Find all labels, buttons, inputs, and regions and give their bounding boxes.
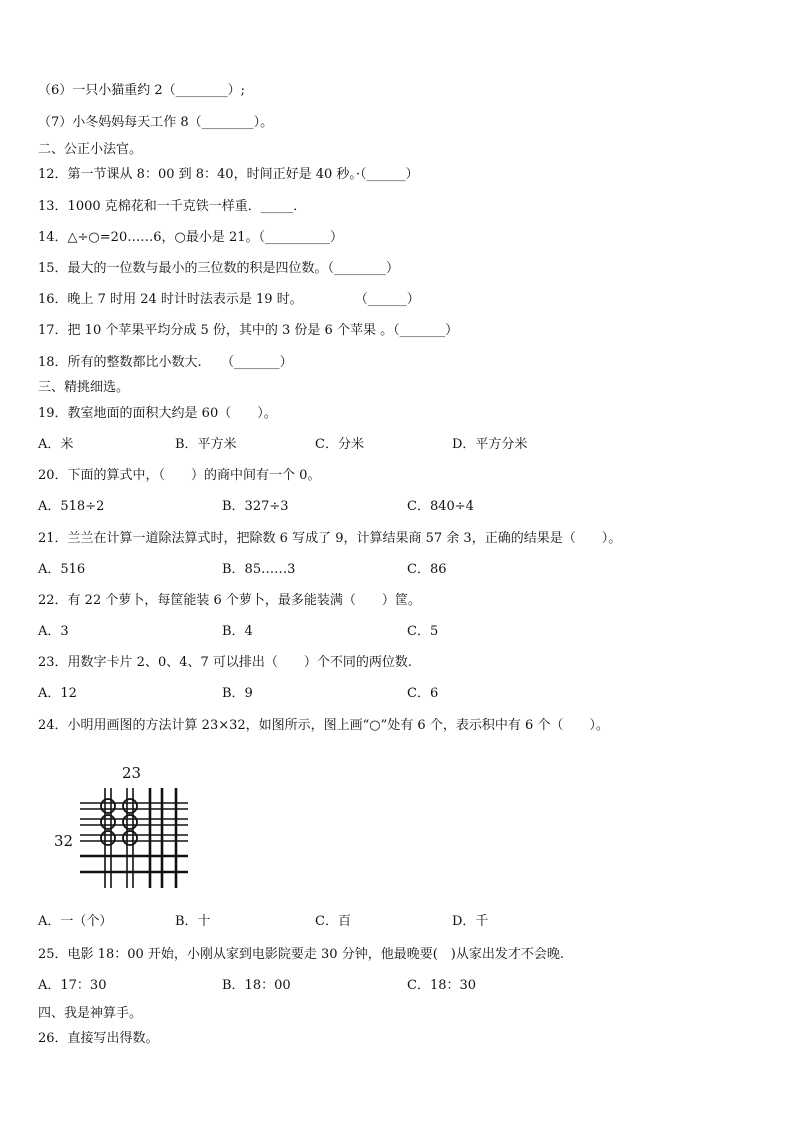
q23-option-b: B．9 [222, 686, 253, 701]
question-21: 21．兰兰在计算一道除法算式时，把除数 6 写成了 9，计算结果商 57 余 3，正确的结果是（ ）。 [38, 531, 622, 546]
q21-option-b: B．85……3 [222, 562, 296, 577]
q24-option-b: B．十 [175, 914, 211, 929]
q24-option-c: C．百 [315, 914, 351, 929]
section-four-heading: 四、我是神算手。 [38, 1006, 143, 1021]
intersection-circle [101, 799, 115, 813]
horizontal-lines [80, 803, 188, 872]
question-15: 15．最大的一位数与最小的三位数的积是四位数。（________） [38, 261, 400, 276]
q21-option-a: A．516 [38, 562, 86, 577]
q22-option-a: A．3 [38, 624, 69, 639]
q19-option-d: D．平方分米 [452, 437, 528, 452]
q23-option-c: C．6 [407, 686, 439, 701]
question-14: 14．△÷○=20……6，○最小是 21。（__________） [38, 230, 343, 245]
question-20: 20．下面的算式中，（ ）的商中间有一个 0。 [38, 468, 321, 483]
question-26: 26．直接写出得数。 [38, 1031, 159, 1046]
q22-option-b: B．4 [222, 624, 253, 639]
q24-option-a: A．一（个） [38, 914, 113, 929]
question-16: 16．晚上 7 时用 24 时计时法表示是 19 时。 （______） [38, 292, 420, 307]
q25-option-b: B．18：00 [222, 978, 291, 993]
intersection-circle [101, 831, 115, 845]
q21-option-c: C．86 [407, 562, 447, 577]
q22-option-c: C．5 [407, 624, 439, 639]
question-25: 25．电影 18：00 开始，小刚从家到电影院要走 30 分钟，他最晚要( )从家出发才不会晚. [38, 947, 564, 962]
q25-option-a: A．17：30 [38, 978, 107, 993]
intersection-circle [123, 815, 137, 829]
figure-left-label: 32 [54, 832, 74, 850]
q19-option-c: C．分米 [315, 437, 364, 452]
intersection-circle [123, 831, 137, 845]
item-6-cat-weight: （6）一只小猫重约 2（________）; [38, 83, 246, 98]
intersection-circle [123, 799, 137, 813]
q20-option-c: C．840÷4 [407, 499, 474, 514]
item-7-mom-work: （7）小冬妈妈每天工作 8（________）。 [38, 115, 274, 130]
q19-option-b: B．平方米 [175, 437, 237, 452]
question-22: 22．有 22 个萝卜，每筐能装 6 个萝卜，最多能装满（ ）筐。 [38, 593, 421, 608]
question-19: 19．教室地面的面积大约是 60（ ）。 [38, 406, 277, 421]
question-24: 24．小明用画图的方法计算 23×32，如图所示，图上画“○”处有 6 个，表示积中有 6 个（ ）。 [38, 718, 609, 733]
question-18: 18．所有的整数都比小数大. （_______） [38, 355, 293, 370]
figure-top-label: 23 [122, 764, 142, 782]
q20-option-b: B．327÷3 [222, 499, 289, 514]
multiplication-line-figure [50, 760, 200, 895]
question-12: 12．第一节课从 8：00 到 8：40，时间正好是 40 秒。·（______） [38, 167, 419, 182]
q24-option-d: D．千 [452, 914, 489, 929]
question-17: 17．把 10 个苹果平均分成 5 份，其中的 3 份是 6 个苹果 。（_______） [38, 323, 459, 338]
intersection-circle [101, 815, 115, 829]
question-23: 23．用数字卡片 2、0、4、7 可以排出（ ）个不同的两位数. [38, 655, 413, 670]
q19-option-a: A．米 [38, 437, 74, 452]
intersection-circles [101, 799, 137, 845]
q20-option-a: A．518÷2 [38, 499, 105, 514]
q23-option-a: A．12 [38, 686, 77, 701]
question-13: 13．1000 克棉花和一千克铁一样重．_____． [38, 199, 307, 214]
q25-option-c: C．18：30 [407, 978, 477, 993]
section-two-heading: 二、公正小法官。 [38, 142, 143, 157]
section-three-heading: 三、精挑细选。 [38, 380, 130, 395]
